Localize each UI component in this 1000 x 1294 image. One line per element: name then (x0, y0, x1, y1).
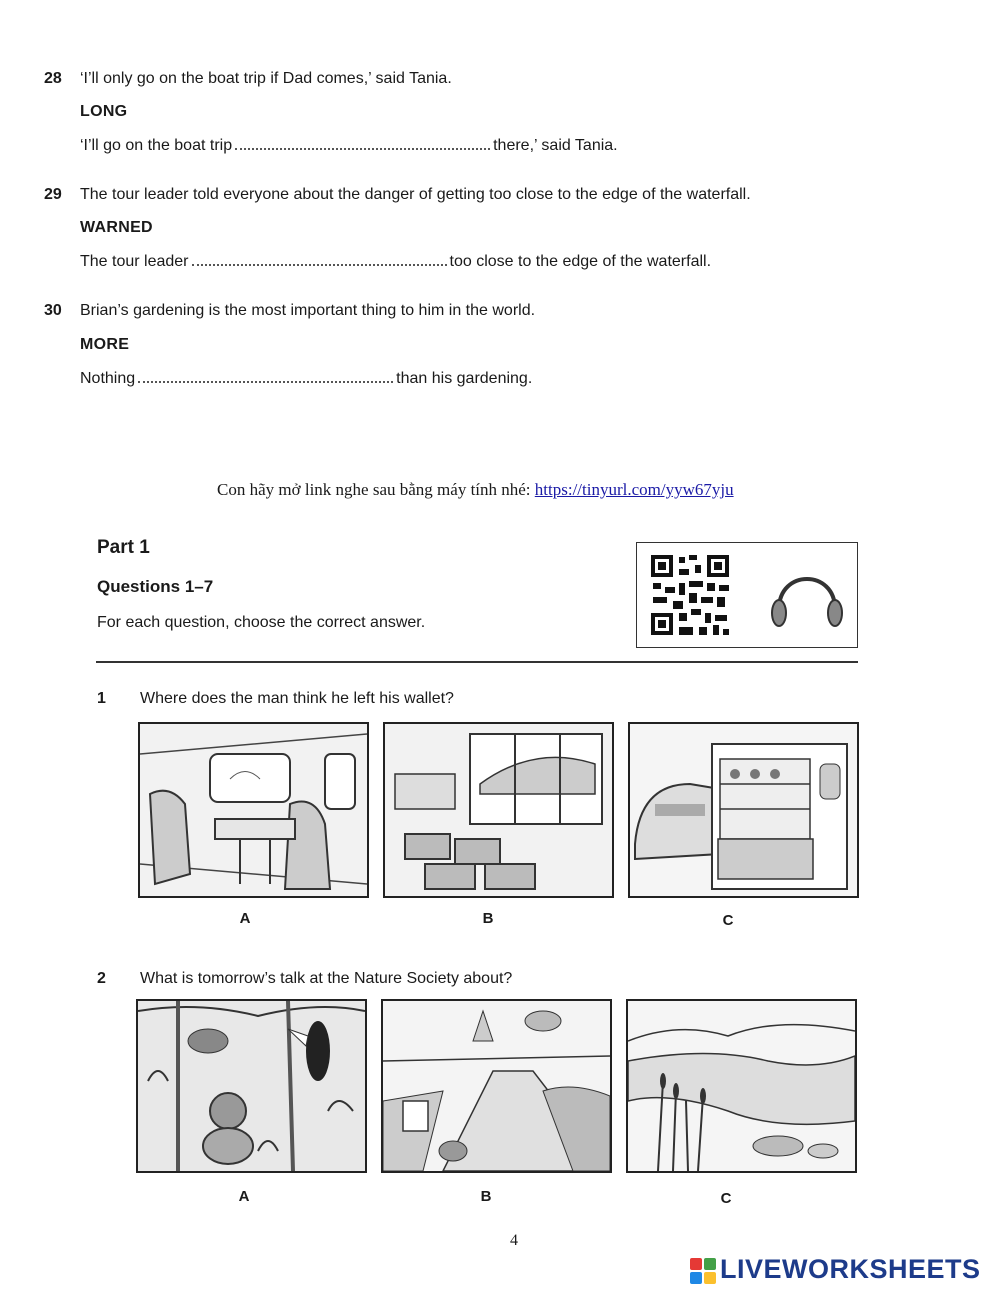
keyword: MORE (80, 336, 130, 353)
gap-sentence (80, 370, 532, 388)
option-label-b[interactable]: B (482, 910, 494, 927)
garden-terrace-illustration (383, 1001, 610, 1171)
gap-sentence (80, 137, 618, 155)
question-text: Where does the man think he left his wallet? (140, 690, 454, 707)
question-number: 1 (97, 690, 106, 707)
option-picture-b[interactable] (381, 999, 612, 1173)
answer-gap[interactable] (192, 254, 447, 266)
gap-before: The tour leader (80, 253, 189, 270)
keyword: LONG (80, 103, 128, 120)
answer-gap[interactable] (235, 138, 490, 150)
option-picture-c[interactable] (626, 999, 857, 1173)
option-picture-c[interactable] (628, 722, 859, 898)
question-number: 28 (44, 70, 62, 87)
option-label-b[interactable]: B (480, 1188, 492, 1205)
option-label-c[interactable]: C (722, 912, 734, 929)
option-label-a[interactable]: A (238, 1188, 250, 1205)
brand-name: LIVEWORKSHEETS (720, 1254, 981, 1284)
lake-landscape-illustration (628, 1001, 855, 1171)
gap-after: than his gardening. (396, 370, 533, 387)
question-sentence: ‘I’ll only go on the boat trip if Dad comes,’ said Tania. (80, 70, 452, 87)
instruction: For each question, choose the correct answer. (97, 614, 426, 631)
question-sentence: The tour leader told everyone about the danger of getting too close to the edge of the waterfall. (80, 186, 751, 203)
listen-note (217, 480, 734, 500)
train-seats-illustration (140, 724, 367, 896)
questions-range: Questions 1–7 (97, 577, 214, 596)
part-title: Part 1 (97, 537, 150, 558)
qr-code-icon[interactable] (649, 553, 731, 637)
audio-link[interactable]: https://tinyurl.com/yyw67yju (534, 480, 734, 499)
option-picture-b[interactable] (383, 722, 614, 898)
question-text: What is tomorrow’s talk at the Nature Society about? (140, 970, 513, 987)
question-number: 29 (44, 186, 62, 203)
gap-after: there,’ said Tania. (493, 137, 618, 154)
gap-sentence (80, 253, 711, 271)
question-number: 30 (44, 302, 62, 319)
headphones-icon (767, 561, 847, 629)
station-waiting-room-illustration (385, 724, 612, 896)
gap-before: ‘I’ll go on the boat trip (80, 137, 233, 154)
liveworksheets-logo-icon (690, 1258, 716, 1284)
question-number: 2 (97, 970, 106, 987)
page-number: 4 (510, 1232, 518, 1249)
option-picture-a[interactable] (138, 722, 369, 898)
answer-gap[interactable] (138, 371, 393, 383)
gap-before: Nothing (80, 370, 136, 387)
question-sentence: Brian’s gardening is the most important thing to him in the world. (80, 302, 536, 319)
option-picture-a[interactable] (136, 999, 367, 1173)
jungle-animals-illustration (138, 1001, 365, 1171)
option-label-a[interactable]: A (239, 910, 251, 927)
keyword: WARNED (80, 219, 153, 236)
audio-box (636, 542, 858, 648)
listen-note-text: Con hãy mở link nghe sau bằng máy tính nhé: (217, 480, 531, 499)
option-label-c[interactable]: C (720, 1190, 732, 1207)
platform-kiosk-illustration (630, 724, 857, 896)
brand-logo (690, 1254, 992, 1288)
gap-after: too close to the edge of the waterfall. (449, 253, 712, 270)
divider (96, 661, 858, 663)
